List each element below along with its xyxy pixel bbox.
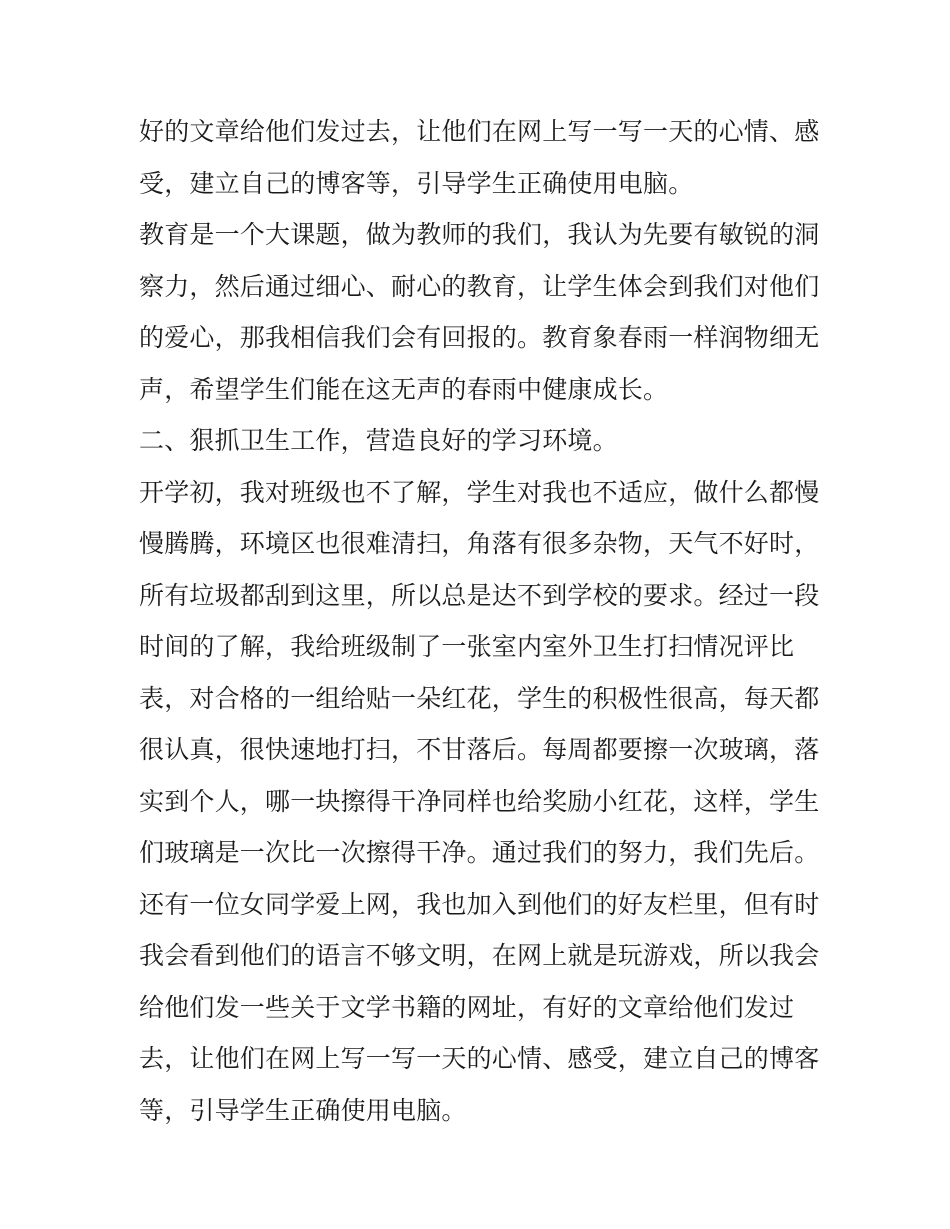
text-line: 时间的了解，我给班级制了一张室内室外卫生打扫情况评比 xyxy=(139,632,795,661)
text-line: 去，让他们在网上写一写一天的心情、感受，建立自己的博客 xyxy=(139,1044,820,1073)
text-line: 好的文章给他们发过去，让他们在网上写一写一天的心情、感 xyxy=(139,117,820,146)
text-line: 很认真，很快速地打扫，不甘落后。每周都要擦一次玻璃，落 xyxy=(139,735,820,764)
text-line: 的爱心，那我相信我们会有回报的。教育象春雨一样润物细无 xyxy=(139,323,820,352)
text-line: 慢腾腾，环境区也很难清扫，角落有很多杂物，天气不好时， xyxy=(139,529,820,558)
text-line: 受，建立自己的博客等，引导学生正确使用电脑。 xyxy=(139,168,694,198)
text-line: 等，引导学生正确使用电脑。 xyxy=(139,1095,467,1125)
section-heading: 二、狠抓卫生工作，营造良好的学习环境。 xyxy=(139,426,618,455)
text-line: 所有垃圾都刮到这里，所以总是达不到学校的要求。经过一段 xyxy=(139,580,820,610)
text-line: 声，希望学生们能在这无声的春雨中健康成长。 xyxy=(139,374,669,404)
text-line: 表，对合格的一组给贴一朵红花，学生的积极性很高，每天都 xyxy=(139,683,820,713)
text-line: 我会看到他们的语言不够文明，在网上就是玩游戏，所以我会 xyxy=(139,941,820,970)
text-line: 实到个人，哪一块擦得干净同样也给奖励小红花，这样，学生 xyxy=(139,786,820,816)
text-line: 察力，然后通过细心、耐心的教育，让学生体会到我们对他们 xyxy=(139,271,820,301)
text-line: 还有一位女同学爱上网，我也加入到他们的好友栏里，但有时 xyxy=(139,889,820,919)
text-line: 教育是一个大课题，做为教师的我们，我认为先要有敏锐的洞 xyxy=(139,220,820,249)
document-body xyxy=(139,106,819,1136)
text-line: 们玻璃是一次比一次擦得干净。通过我们的努力，我们先后。 xyxy=(139,838,820,867)
text-line: 开学初，我对班级也不了解，学生对我也不适应，做什么都慢 xyxy=(139,477,820,507)
text-line: 给他们发一些关于文学书籍的网址，有好的文章给他们发过 xyxy=(139,992,795,1022)
